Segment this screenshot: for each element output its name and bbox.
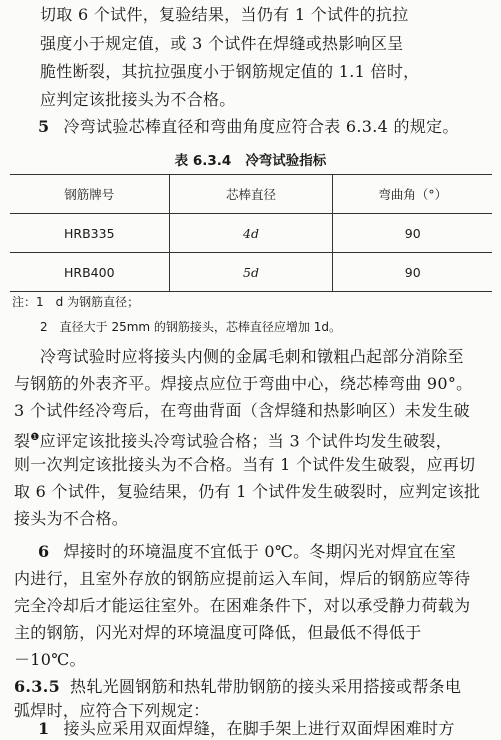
section-number: 6.3.5 [14,677,61,696]
item-6 [38,541,501,563]
paragraph-line: 接头为不合格。 [14,509,129,528]
table-row [10,253,492,292]
table-caption-number: 表 6.3.4 [174,153,232,169]
section-6-3-5 [14,676,501,698]
paragraph-line: －10℃。 [14,650,86,669]
table-caption-title: 冷弯试验指标 [245,153,327,169]
table-cell: HRB400 [10,253,169,292]
table-note: 注：1 d 为钢筋直径； [12,295,140,309]
paragraph-line: 与钢筋的外表齐平。焊接点应位于弯曲中心，绕芯棒弯曲 90°。 [14,374,473,393]
paragraph-line: 应判定该批接头为不合格。 [40,90,236,109]
paragraph-line: 3 个试件经冷弯后，在弯曲背面（含焊缝和热影响区）未发生破 [14,401,470,420]
table-cell: 90 [333,214,492,253]
item-5 [38,116,501,138]
paragraph-line: 取 6 个试件，复验结果，仍有 1 个试件发生破裂时，应判定该批 [14,482,481,501]
paragraph-line: 内进行，且室外存放的钢筋应提前运入车间，焊后的钢筋应等待 [14,569,471,588]
paragraph-line [14,427,501,452]
paragraph-line: 切取 6 个试件，复验结果，当仍有 1 个试件的抗拉 [40,5,409,24]
paragraph-line: 主的钢筋，闪光对焊的环境温度可降低，但最低不得低于 [14,623,422,642]
item-text: 焊接时的环境温度不宜低于 0℃。冬期闪光对焊宜在室 [63,542,457,561]
item-1 [38,718,501,740]
column-header: 钢筋牌号 [10,175,169,214]
table-cell: 90 [333,253,492,292]
column-header: 弯曲角（°） [333,175,492,214]
item-text: 接头应采用双面焊缝，在脚手架上进行双面焊困难时方 [63,719,455,738]
item-text: 冷弯试验芯棒直径和弯曲角度应符合表 6.3.4 的规定。 [63,117,459,136]
paragraph-line: 弧焊时，应符合下列规定： [14,701,210,720]
bend-test-table [10,174,492,292]
table-cell: 5d [169,253,333,292]
column-header: 芯棒直径 [169,175,333,214]
item-number: 5 [38,117,50,136]
table-header-row [10,175,492,214]
paragraph-line: 冷弯试验时应将接头内侧的金属毛刺和镦粗凸起部分消除至 [40,347,464,366]
item-number: 1 [38,719,50,738]
table-note: 2 直径大于 25mm 的钢筋接头，芯棒直径应增加 1d。 [40,320,341,334]
paragraph-line: 则一次判定该批接头为不合格。当有 1 个试件发生破裂，应再切 [14,455,476,474]
paragraph-text: 裂 [14,431,31,451]
table-row [10,214,492,253]
table-caption [0,149,501,169]
table-cell: HRB335 [10,214,169,253]
section-text: 热轧光圆钢筋和热轧带肋钢筋的接头采用搭接或帮条电 [70,677,462,696]
footnote-marker[interactable]: ❶ [30,432,40,443]
paragraph-line: 完全冷却后才能运往室外。在困难条件下，对以承受静力荷载为 [14,596,471,615]
paragraph-text: 应评定该批接头冷弯试验合格；当 3 个试件均发生破裂， [39,431,453,451]
item-number: 6 [38,542,50,561]
paragraph-line: 脆性断裂，其抗拉强度小于钢筋规定值的 1.1 倍时， [40,62,420,81]
table-cell: 4d [169,214,333,253]
paragraph-line: 强度小于规定值，或 3 个试件在焊缝或热影响区呈 [40,34,404,53]
